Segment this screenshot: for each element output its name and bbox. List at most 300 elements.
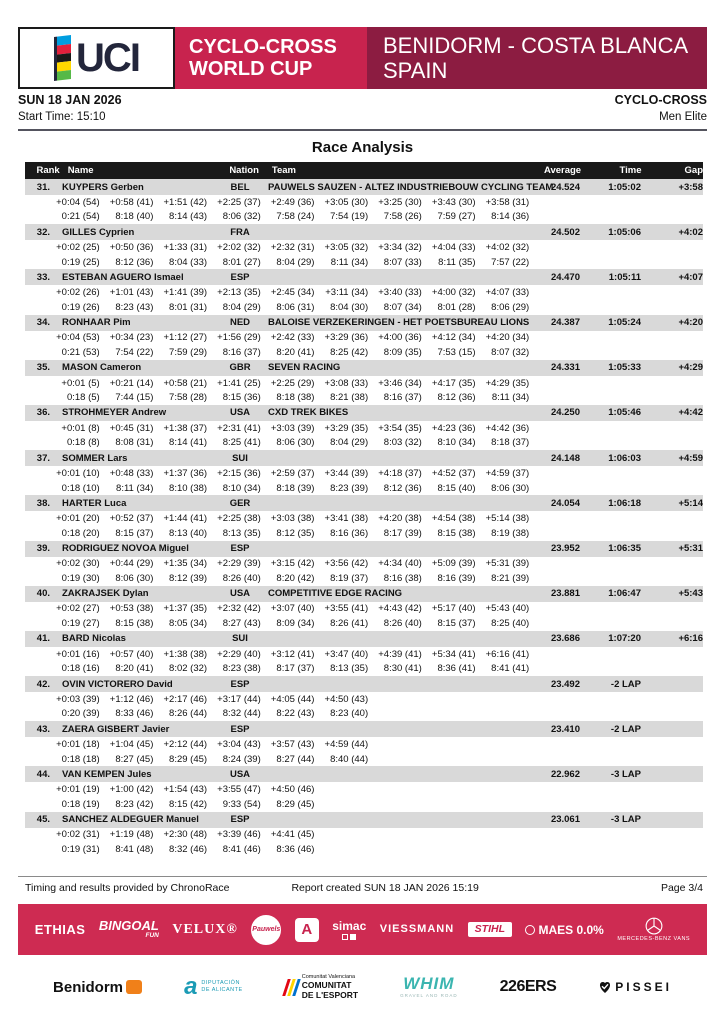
rider-gap-splits-row	[25, 737, 703, 752]
event-line1: BENIDORM - COSTA BLANCA	[383, 32, 689, 58]
rider-lap-splits-row	[25, 842, 703, 857]
col-average: Average	[543, 165, 582, 176]
rider-gap: +4:02	[678, 226, 703, 238]
rider-average: 24.331	[550, 362, 580, 374]
rider-time: -3 LAP	[610, 814, 641, 826]
split-cell: +4:00 (36)	[378, 332, 422, 344]
split-cell: +0:45 (31)	[109, 422, 154, 434]
sponsor-bar	[18, 904, 707, 955]
split-cell: 7:54 (19)	[330, 211, 369, 223]
split-cell: +4:23 (36)	[431, 422, 476, 434]
split-cell: +0:58 (21)	[163, 377, 208, 389]
split-cell: 8:33 (46)	[115, 708, 154, 720]
rider-name: ZAERA GISBERT Javier	[62, 723, 170, 735]
split-cell: 8:19 (37)	[330, 572, 369, 584]
rider-rank: 31.	[36, 181, 50, 193]
event-title	[367, 27, 707, 89]
rider-block	[25, 541, 703, 586]
split-cell: 8:15 (38)	[437, 527, 476, 539]
maes-icon	[525, 925, 535, 935]
split-cell: 8:15 (36)	[222, 392, 261, 404]
rider-name: MASON Cameron	[62, 362, 142, 374]
split-cell: 7:58 (28)	[169, 392, 208, 404]
split-cell: 8:20 (41)	[276, 346, 315, 358]
split-cell: 8:32 (44)	[222, 708, 261, 720]
split-cell: 8:20 (42)	[276, 572, 315, 584]
split-cell: 0:19 (27)	[61, 618, 100, 630]
footer	[25, 882, 703, 894]
rider-gap: +4:42	[678, 407, 703, 419]
rider-row	[25, 405, 703, 421]
alicante-a-icon: a	[184, 973, 198, 1000]
rider-nation: SUI	[232, 633, 248, 645]
split-cell: +2:02 (32)	[217, 241, 261, 253]
rider-gap: +3:58	[678, 181, 703, 193]
start-time: Start Time: 15:10	[18, 111, 106, 123]
rider-rank: 43.	[36, 723, 50, 735]
split-cell: 8:26 (41)	[330, 618, 369, 630]
rider-nation: USA	[229, 768, 251, 780]
split-cell: +4:41 (45)	[270, 829, 315, 841]
split-cell: 9:33 (54)	[222, 798, 261, 810]
split-cell: 7:53 (15)	[437, 346, 476, 358]
split-cell: +4:39 (41)	[378, 648, 422, 660]
simac-text: simac	[332, 918, 367, 933]
maes-logo	[525, 924, 603, 936]
whim-logo	[400, 975, 458, 999]
mercedes-logo	[617, 917, 690, 943]
split-cell: +0:04 (53)	[56, 332, 100, 344]
split-cell: +3:44 (39)	[324, 467, 369, 479]
split-cell: +4:34 (40)	[378, 558, 422, 570]
split-cell: 8:15 (37)	[437, 618, 476, 630]
rider-gap-splits-row	[25, 647, 703, 662]
rider-lap-splits-row	[25, 616, 703, 631]
split-cell: 8:36 (41)	[437, 663, 476, 675]
split-cell: 0:19 (30)	[61, 572, 100, 584]
rider-row	[25, 631, 703, 647]
rider-block	[25, 631, 703, 676]
split-cell: +0:01 (10)	[56, 467, 100, 479]
split-cell: 8:27 (44)	[276, 753, 315, 765]
rider-nation: ESP	[230, 814, 250, 826]
rider-gap: +5:43	[678, 588, 703, 600]
split-cell: +3:41 (38)	[324, 513, 369, 525]
rider-time: 1:07:20	[608, 633, 641, 645]
header-divider	[18, 129, 707, 131]
rider-lap-splits-row	[25, 571, 703, 586]
bingoal-text: BINGOAL	[98, 918, 159, 934]
split-cell: +1:56 (29)	[217, 332, 261, 344]
rider-time: 1:05:33	[608, 362, 641, 374]
rider-average: 23.952	[550, 543, 580, 554]
split-cell: +1:37 (36)	[163, 467, 208, 479]
rider-name: KUYPERS Gerben	[62, 181, 144, 193]
split-cell: +4:04 (33)	[431, 241, 476, 253]
split-cell: 8:16 (37)	[222, 346, 261, 358]
stihl-logo: STIHL	[468, 922, 512, 937]
split-cell: +3:17 (44)	[217, 693, 261, 705]
split-cell: 8:26 (40)	[383, 618, 422, 630]
split-cell: 8:09 (35)	[383, 346, 422, 358]
rider-rank: 41.	[36, 633, 50, 645]
rider-gap-splits-row	[25, 376, 703, 391]
discipline-label: CYCLO-CROSS	[614, 93, 707, 107]
rider-name: OVIN VICTORERO David	[62, 678, 173, 690]
split-cell: +3:05 (32)	[324, 241, 369, 253]
split-cell: +1:19 (48)	[109, 829, 154, 841]
rider-nation: ESP	[230, 271, 250, 283]
split-cell: 8:06 (31)	[276, 301, 315, 313]
rider-nation: GBR	[229, 362, 251, 374]
whim-sub-text: GRAVEL AND ROAD	[400, 993, 458, 999]
rider-block	[25, 812, 703, 857]
split-cell: 7:54 (22)	[115, 346, 154, 358]
rider-nation: USA	[229, 407, 251, 419]
split-cell: 8:09 (34)	[276, 618, 315, 630]
split-cell: +3:55 (41)	[324, 603, 369, 615]
rider-name: ZAKRAJSEK Dylan	[62, 588, 149, 600]
rider-lap-splits-row	[25, 436, 703, 451]
uci-logo-text: UCI	[76, 36, 139, 80]
split-cell: 8:12 (36)	[383, 482, 422, 494]
rider-lap-splits-row	[25, 345, 703, 360]
rider-average: 23.410	[550, 723, 580, 735]
footer-divider	[18, 876, 707, 877]
split-cell: 8:03 (32)	[383, 437, 422, 449]
split-cell: +0:03 (39)	[56, 693, 100, 705]
split-cell: +2:12 (44)	[163, 739, 208, 751]
rider-name: SOMMER Lars	[62, 452, 128, 464]
split-cell: +0:01 (5)	[61, 377, 100, 389]
split-cell: +0:57 (40)	[109, 648, 154, 660]
split-cell: +6:16 (41)	[485, 648, 530, 660]
rider-time: 1:06:47	[608, 588, 641, 600]
split-cell: +0:01 (20)	[56, 513, 100, 525]
rider-lap-splits-row	[25, 752, 703, 767]
split-cell: 8:01 (31)	[169, 301, 208, 313]
rider-lap-splits-row	[25, 797, 703, 812]
split-cell: 0:19 (25)	[61, 256, 100, 268]
timing-credit: Timing and results provided by ChronoRace	[25, 882, 230, 894]
split-cell: 8:15 (40)	[437, 482, 476, 494]
rider-nation: SUI	[232, 452, 248, 464]
split-cell: +4:50 (46)	[270, 784, 315, 796]
rider-nation: BEL	[230, 181, 250, 193]
rider-average: 24.524	[550, 181, 580, 193]
rider-name: ESTEBAN AGUERO Ismael	[62, 271, 184, 283]
split-cell: 8:18 (38)	[276, 392, 315, 404]
rider-team: CXD TREK BIKES	[268, 407, 349, 419]
split-cell: +4:00 (32)	[431, 287, 476, 299]
split-cell: +4:02 (32)	[485, 241, 530, 253]
split-cell: 8:04 (33)	[169, 256, 208, 268]
event-date: SUN 18 JAN 2026	[18, 93, 122, 107]
split-cell: +2:49 (36)	[270, 196, 315, 208]
split-cell: +3:15 (42)	[270, 558, 315, 570]
pissei-heart-icon	[598, 980, 612, 994]
split-cell: 8:27 (45)	[115, 753, 154, 765]
benidorm-text: Benidorm	[53, 978, 124, 996]
split-cell: 8:41 (48)	[115, 844, 154, 856]
pauwels-badge-icon: Pauwels	[251, 915, 281, 945]
category-label: Men Elite	[659, 111, 707, 123]
split-cell: 8:08 (31)	[115, 437, 154, 449]
page-number: Page 3/4	[660, 882, 703, 894]
split-cell: 8:30 (41)	[383, 663, 422, 675]
rider-nation: ESP	[230, 678, 250, 690]
split-cell: +3:56 (42)	[324, 558, 369, 570]
rider-nation: NED	[229, 317, 251, 329]
split-cell: +1:44 (41)	[163, 513, 208, 525]
rider-average: 24.470	[550, 271, 580, 283]
split-cell: +3:08 (33)	[324, 377, 369, 389]
rider-rank: 35.	[36, 362, 50, 374]
rider-gap-splits-row	[25, 466, 703, 481]
split-cell: 7:59 (29)	[169, 346, 208, 358]
maes-text: MAES 0.0%	[538, 922, 604, 937]
comunitat-esport-logo	[285, 975, 358, 1000]
split-cell: 8:10 (38)	[169, 482, 208, 494]
split-cell: 8:25 (40)	[491, 618, 530, 630]
cv-line2: DE L'ESPORT	[301, 989, 359, 1000]
split-cell: +4:54 (38)	[431, 513, 476, 525]
split-cell: +3:12 (41)	[270, 648, 315, 660]
table-header	[25, 162, 703, 179]
split-cell: +2:42 (33)	[270, 332, 315, 344]
split-cell: 8:10 (34)	[437, 437, 476, 449]
split-cell: +0:01 (8)	[61, 422, 100, 434]
cv-line1: COMUNITAT	[301, 980, 352, 991]
split-cell: 8:16 (39)	[437, 572, 476, 584]
rider-time: -2 LAP	[610, 678, 641, 690]
split-cell: 8:12 (35)	[276, 527, 315, 539]
rider-time: -2 LAP	[610, 723, 641, 735]
split-cell: +0:50 (36)	[109, 241, 154, 253]
split-cell: 8:14 (43)	[169, 211, 208, 223]
rider-time: 1:06:18	[608, 497, 641, 509]
rider-lap-splits-row	[25, 481, 703, 496]
pissei-text: PISSEI	[615, 980, 672, 994]
split-cell: +0:53 (38)	[109, 603, 154, 615]
split-cell: 8:23 (39)	[330, 482, 369, 494]
split-cell: +1:35 (34)	[163, 558, 208, 570]
split-cell: 8:29 (45)	[276, 798, 315, 810]
split-cell: 8:40 (44)	[330, 753, 369, 765]
split-cell: 8:15 (42)	[169, 798, 208, 810]
split-cell: 8:11 (34)	[330, 256, 369, 268]
split-cell: +2:15 (36)	[217, 467, 261, 479]
simac-logo	[332, 920, 366, 940]
rider-rank: 37.	[36, 452, 50, 464]
split-cell: 8:07 (34)	[383, 301, 422, 313]
rider-average: 24.148	[550, 452, 580, 464]
split-cell: +5:14 (38)	[485, 513, 530, 525]
split-cell: 8:04 (29)	[330, 437, 369, 449]
split-cell: +3:11 (34)	[325, 287, 369, 299]
split-cell: +1:41 (39)	[163, 287, 208, 299]
split-cell: +4:20 (38)	[378, 513, 422, 525]
split-cell: +3:07 (40)	[270, 603, 315, 615]
rider-time: -3 LAP	[610, 768, 641, 780]
split-cell: +3:43 (30)	[431, 196, 476, 208]
rider-block	[25, 269, 703, 314]
split-cell: 8:07 (33)	[383, 256, 422, 268]
rider-nation: GER	[229, 497, 251, 509]
col-nation: Nation	[229, 165, 259, 176]
rider-name: VAN KEMPEN Jules	[62, 768, 152, 780]
rider-gap: +5:31	[678, 543, 703, 554]
rider-rows	[25, 179, 703, 857]
rider-block	[25, 405, 703, 450]
rider-rank: 36.	[36, 407, 50, 419]
split-cell: 8:13 (35)	[330, 663, 369, 675]
rider-average: 24.054	[550, 497, 580, 509]
split-cell: 8:06 (30)	[115, 572, 154, 584]
split-cell: 0:21 (53)	[61, 346, 100, 358]
rider-name: HARTER Luca	[62, 497, 127, 509]
rider-row	[25, 450, 703, 466]
rider-team: COMPETITIVE EDGE RACING	[268, 588, 403, 600]
rider-block	[25, 721, 703, 766]
rider-average: 23.492	[550, 678, 580, 690]
rider-name: RONHAAR Pim	[62, 317, 131, 329]
split-cell: 0:18 (10)	[61, 482, 100, 494]
split-cell: 0:18 (18)	[61, 753, 100, 765]
split-cell: +0:02 (27)	[56, 603, 100, 615]
page-title: Race Analysis	[311, 139, 414, 156]
rider-time: 1:05:46	[608, 407, 641, 419]
split-cell: +0:34 (23)	[109, 332, 154, 344]
split-cell: 8:16 (37)	[383, 392, 422, 404]
benidorm-logo	[53, 980, 142, 995]
rider-lap-splits-row	[25, 255, 703, 270]
rider-block	[25, 224, 703, 269]
comunitat-bars-icon	[285, 979, 298, 996]
split-cell: +3:39 (46)	[217, 829, 261, 841]
bingoal-fun-text: FUN	[145, 932, 159, 940]
split-cell: +3:25 (30)	[378, 196, 422, 208]
rider-gap-splits-row	[25, 240, 703, 255]
split-cell: 8:12 (39)	[169, 572, 208, 584]
rider-rank: 42.	[36, 678, 50, 690]
split-cell: 8:05 (34)	[169, 618, 208, 630]
split-cell: +1:12 (46)	[109, 693, 154, 705]
rider-average: 24.387	[550, 317, 580, 329]
series-title	[175, 27, 367, 89]
rider-rank: 32.	[36, 226, 50, 238]
split-cell: +1:41 (25)	[217, 377, 261, 389]
rider-gap-splits-row	[25, 692, 703, 707]
alicante-line1: DIPUTACIÓN	[201, 980, 240, 986]
rider-row	[25, 360, 703, 376]
split-cell: 8:32 (46)	[169, 844, 208, 856]
a-badge-logo	[295, 918, 319, 942]
split-cell: 8:20 (41)	[115, 663, 154, 675]
split-cell: 8:19 (38)	[491, 527, 530, 539]
rider-lap-splits-row	[25, 210, 703, 225]
split-cell: 8:18 (40)	[115, 211, 154, 223]
split-cell: +2:30 (48)	[163, 829, 208, 841]
split-cell: 8:11 (34)	[116, 482, 154, 494]
whim-text: WHIM	[403, 974, 455, 994]
rider-block	[25, 676, 703, 721]
split-cell: +5:43 (40)	[485, 603, 530, 615]
rider-name: STROHMEYER Andrew	[62, 407, 167, 419]
split-cell: +0:01 (19)	[56, 784, 100, 796]
split-cell: +4:29 (35)	[485, 377, 530, 389]
rider-row	[25, 541, 703, 557]
col-name: Name	[67, 165, 94, 176]
split-cell: 8:36 (46)	[276, 844, 315, 856]
split-cell: +0:02 (31)	[56, 829, 100, 841]
split-cell: +1:33 (31)	[163, 241, 208, 253]
split-cell: 8:06 (32)	[222, 211, 261, 223]
rider-row	[25, 676, 703, 692]
col-team: Team	[271, 165, 296, 176]
rider-gap: +4:20	[678, 317, 703, 329]
split-cell: 0:18 (16)	[61, 663, 100, 675]
split-cell: +4:52 (37)	[431, 467, 476, 479]
rider-nation: USA	[229, 588, 251, 600]
rider-lap-splits-row	[25, 390, 703, 405]
rider-rank: 40.	[36, 588, 50, 600]
rider-gap-splits-row	[25, 421, 703, 436]
split-cell: +4:20 (34)	[485, 332, 530, 344]
226ers-logo: 226ERS	[499, 978, 557, 995]
rider-row	[25, 721, 703, 737]
split-cell: +3:46 (34)	[378, 377, 422, 389]
split-cell: +3:34 (32)	[378, 241, 422, 253]
split-cell: 0:19 (31)	[61, 844, 100, 856]
split-cell: +0:44 (29)	[109, 558, 154, 570]
split-cell: 8:04 (30)	[330, 301, 369, 313]
rider-rank: 45.	[36, 814, 50, 826]
split-cell: 8:41 (41)	[491, 663, 530, 675]
rider-row	[25, 495, 703, 511]
split-cell: 8:13 (40)	[169, 527, 208, 539]
split-cell: 8:22 (43)	[276, 708, 315, 720]
rider-time: 1:05:11	[608, 271, 641, 283]
split-cell: +3:40 (33)	[378, 287, 422, 299]
rider-rank: 34.	[36, 317, 50, 329]
split-cell: +1:51 (42)	[163, 196, 208, 208]
split-cell: +4:43 (42)	[378, 603, 422, 615]
rider-rank: 44.	[36, 768, 50, 780]
split-cell: 8:17 (37)	[276, 663, 315, 675]
rider-row	[25, 179, 703, 195]
benidorm-stamp-icon	[126, 980, 142, 994]
subheader-row2	[18, 111, 707, 123]
split-cell: 8:23 (42)	[115, 798, 154, 810]
a-badge-icon: A	[295, 918, 319, 942]
split-cell: 8:27 (43)	[222, 618, 261, 630]
diputacion-alicante-logo	[184, 975, 243, 999]
split-cell: +5:34 (41)	[431, 648, 476, 660]
split-cell: +2:25 (37)	[217, 196, 261, 208]
uci-logo	[18, 27, 175, 89]
rider-nation: ESP	[230, 723, 250, 735]
col-time: Time	[619, 165, 642, 176]
split-cell: 8:01 (28)	[437, 301, 476, 313]
split-cell: 8:02 (32)	[169, 663, 208, 675]
uci-rainbow-stripes-icon	[54, 35, 71, 81]
split-cell: 0:18 (5)	[66, 392, 100, 404]
split-cell: 8:21 (39)	[491, 572, 530, 584]
rider-rank: 33.	[36, 271, 50, 283]
split-cell: 8:10 (34)	[222, 482, 261, 494]
rider-nation: FRA	[230, 226, 250, 238]
